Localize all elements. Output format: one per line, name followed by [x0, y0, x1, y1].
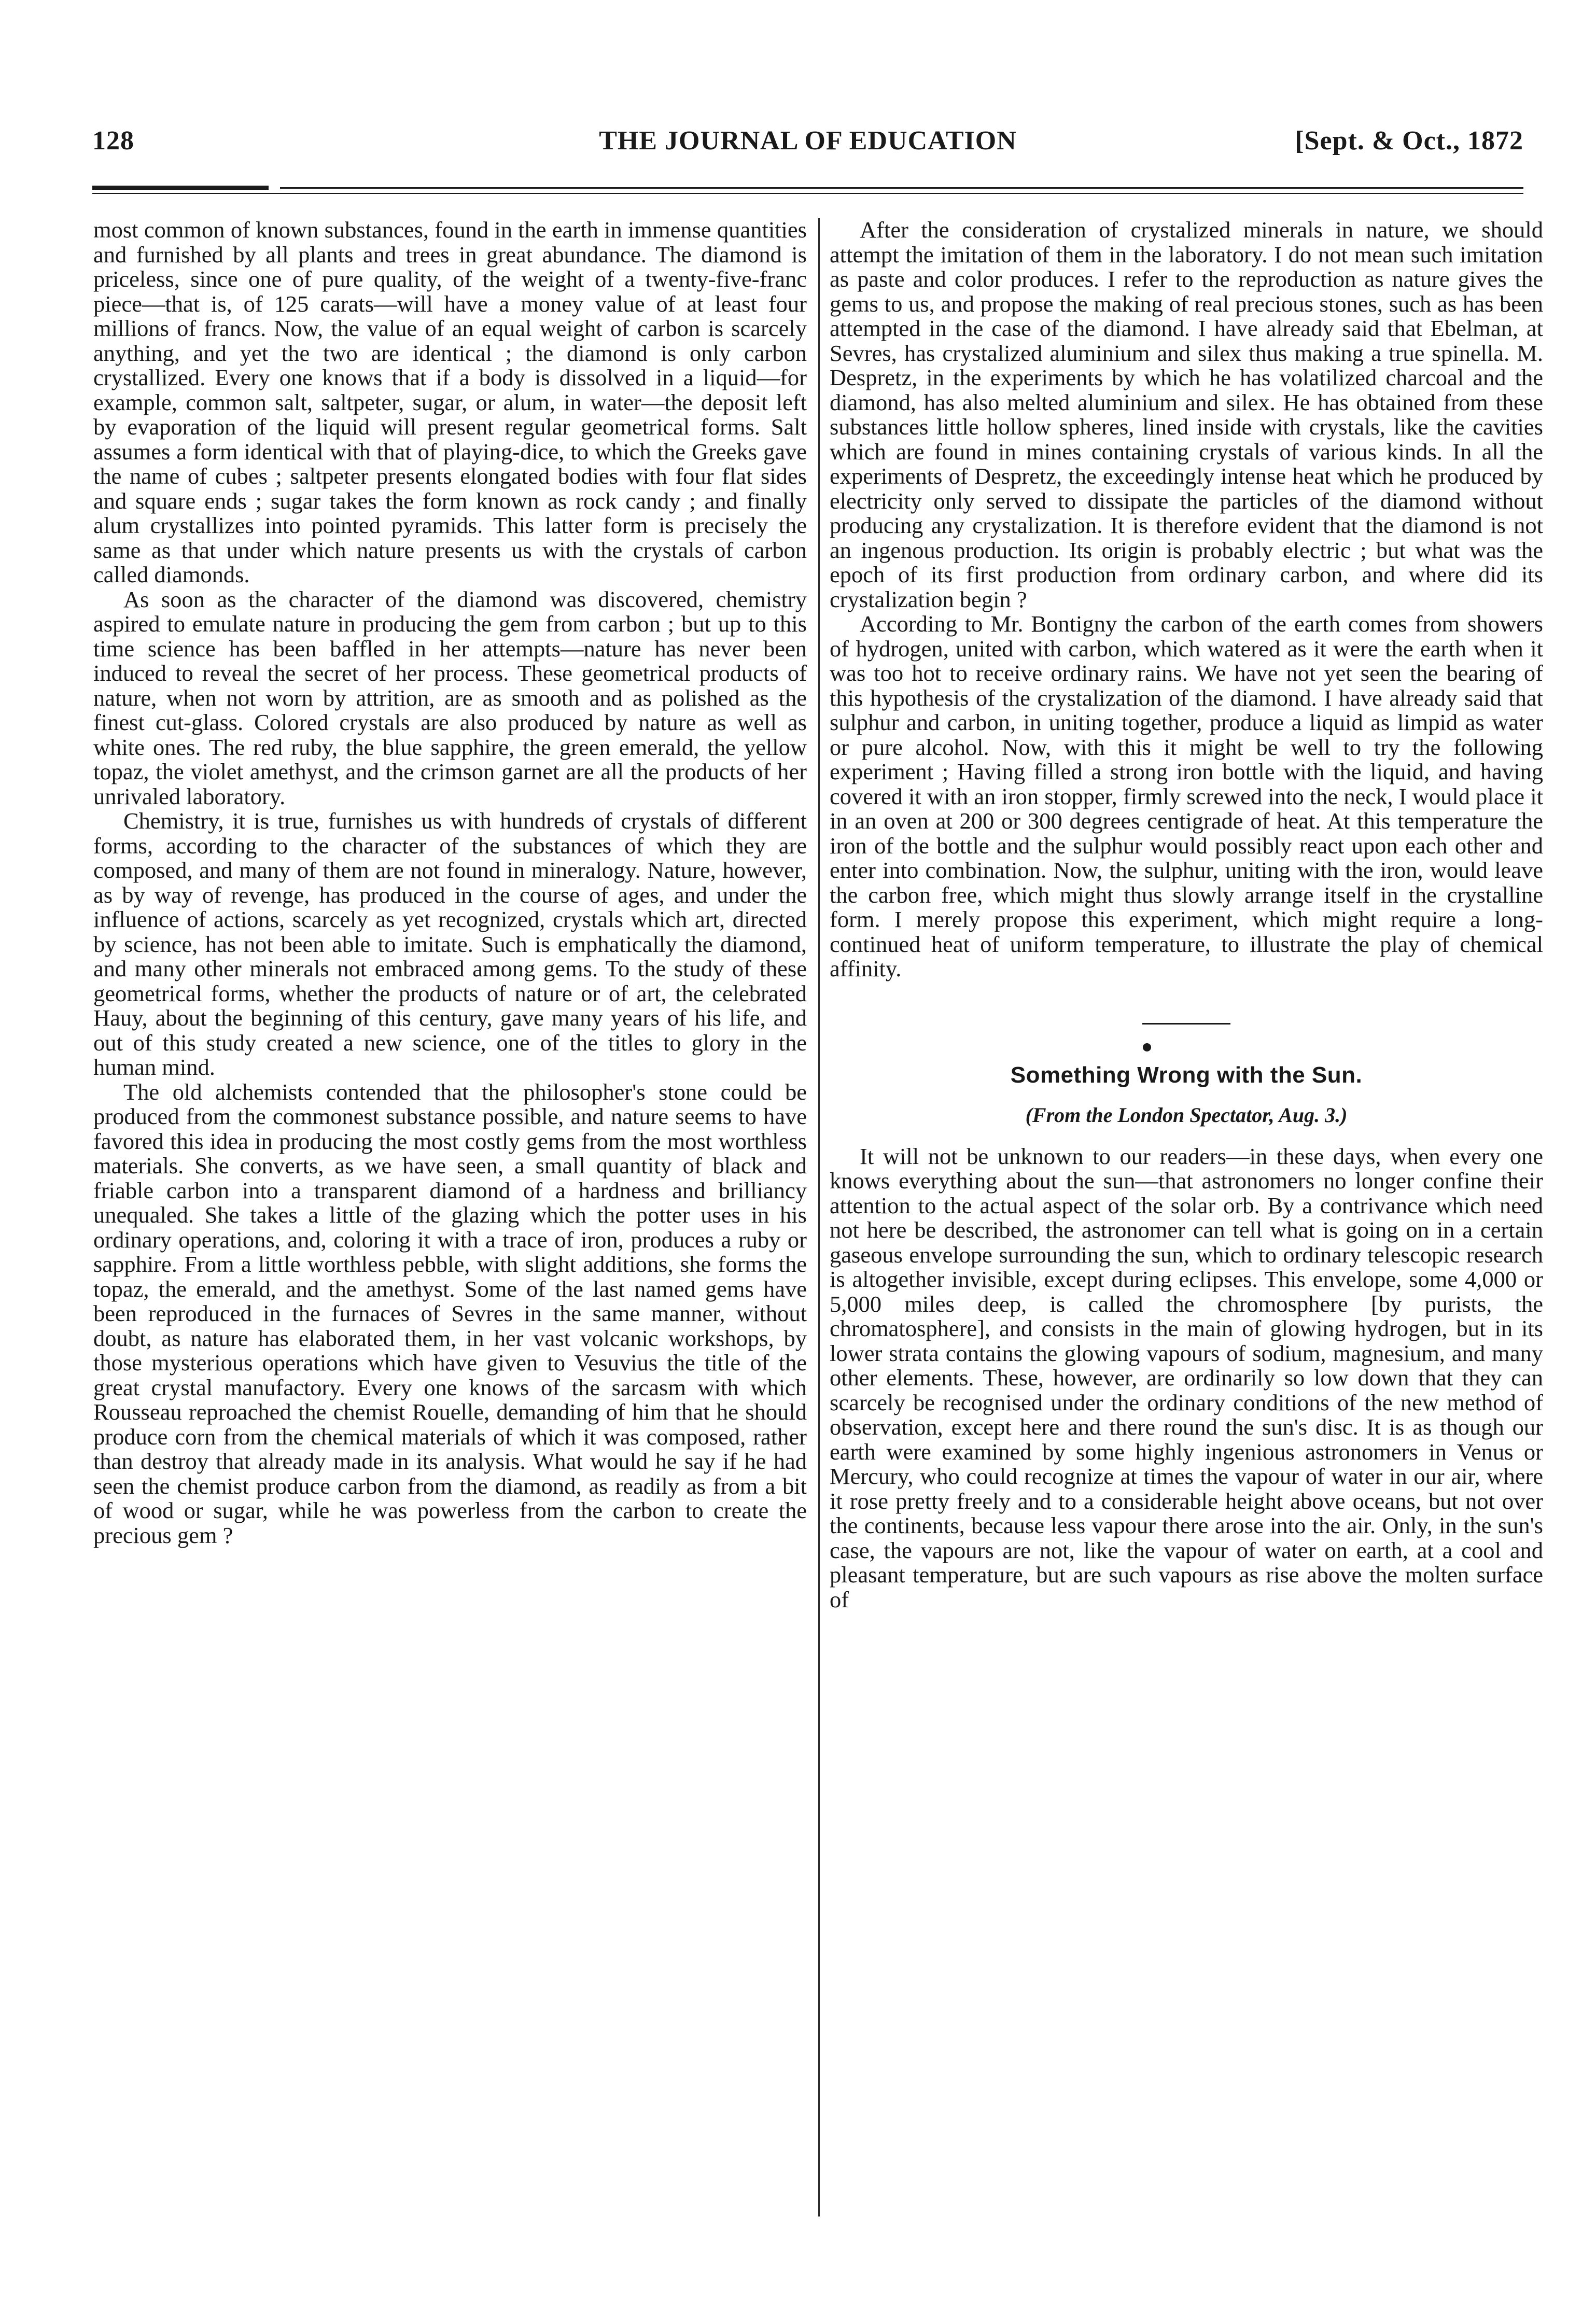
paragraph: It will not be unknown to our readers—in these days, when every one knows everything about the sun—that astronomers no longer confine their attention to the actual aspect of the solar orb. By a contrivance which need not here be described, the astronomer can tell what is going on in a certain gaseous envelope surrounding the sun, which to ordinary telescopic research is altogether invisible, except during eclipses. This envelope, some 4,000 or 5,000 miles deep, is called the chromosphere [by purists, the chromatosphere], and consists in the main of glowing hydrogen, but in its lower strata contains the glowing vapours of sodium, magnesium, and many other elements. These, however, are ordinarily so low down that they can scarcely be recognised under the ordinary conditions of the new method of observation, except here and there round the sun's disc. It is as though our earth were examined by some highly ingenious astronomers in Venus or Mercury, who could recognize at times the vapour of water in our air, where it rose pretty freely and to a considerable height above oceans, but not over the continents, because less vapour there arose into the air. Only, in the sun's case, the vapours are not, like the vapour of water on earth, at a cool and pleasant temperature, but are such vapours as rise above the molten surface of [830, 1143, 1543, 1612]
paragraph: The old alchemists contended that the philosopher's stone could be produced from the commonest substance possible, and nature seems to have favored this idea in producing the most costly gems from the most worthless materials. She converts, as we have seen, a small quantity of black and friable carbon into a transparent diamond of a hardness and brilliancy unequaled. She takes a little of the glazing which the potter uses in his ordinary operations, and, coloring it with a trace of iron, produces a ruby or sapphire. From a little worthless pebble, with slight additions, she forms the topaz, the emerald, and the amethyst. Some of the last named gems have been reproduced in the furnaces of Sevres in the same manner, without doubt, as nature has elaborated them, in her vast volcanic workshops, by those mysterious operations which have given to Vesuvius the title of the great crystal manufactory. Every one knows of the sarcasm with which Rousseau reproached the chemist Rouelle, demanding of him that he should produce corn from the chemical materials of which it was composed, rather than destroy that already made in its analysis. What would he say if he had seen the chemist produce carbon from the diamond, as readily as from a bit of wood or sugar, while he was powerless from the carbon to create the precious gem ? [93, 1078, 807, 1548]
article-source-prefix: (From the [1025, 1103, 1118, 1127]
paragraph: After the consideration of crystalized minerals in nature, we should attempt the imitation of them in the laboratory. I do not mean such imitation as paste and color produces. I refer to the reproduction as nature gives the gems to us, and propose the making of real precious stones, such as has been attempted in the case of the diamond. I have already said that Ebelman, at Sevres, has crystalized aluminium and silex thus making a true spinella. M. Despretz, in the experiments by which he has volatilized charcoal and the diamond, has also melted aluminium and silex. He has obtained from these substances little hollow spheres, lined inside with crystals, like the cavities which are found in mines containing crystals of various kinds. In all the experiments of Despretz, the exceedingly intense heat which he produced by electricity only served to dissipate the particles of the diamond without producing any crystalization. It is therefore evident that the diamond is not an ingenous production. Its origin is probably electric ; but what was the epoch of its first production from ordinary carbon, and where did its crystalization begin ? [830, 217, 1543, 612]
paragraph: According to Mr. Bontigny the carbon of the earth comes from showers of hydrogen, united with carbon, which watered as it were the earth when it was too hot to receive ordinary rains. We have not yet seen the bearing of this hypothesis of the crystalization of the diamond. I have already said that sulphur and carbon, in uniting together, produce a liquid as limpid as water or pure alcohol. Now, with this it might be well to try the following experiment ; Having filled a strong iron bottle with the liquid, and having covered it with an iron stopper, firmly screwed into the neck, I would place it in an oven at 200 or 300 degrees centigrade of heat. At this temperature the iron of the bottle and the sulphur would possibly react upon each other and enter into combination. Now, the sulphur, uniting with the iron, would leave the carbon free, which might thus slowly arrange itself in the crystalline form. I merely propose this experiment, which might require a long-continued heat of uniform temperature, to illustrate the play of chemical affinity. [830, 611, 1543, 981]
header-rule-lower [92, 193, 1523, 194]
page-number: 128 [92, 126, 134, 156]
column-divider [818, 218, 820, 2216]
header-rule-thick [92, 186, 269, 190]
journal-title: THE JOURNAL OF EDUCATION [599, 126, 1017, 156]
article-source-suffix: , Aug. 3.) [1269, 1103, 1348, 1127]
article-source-title: London Spectator [1117, 1103, 1269, 1127]
article-source [830, 1103, 1543, 1128]
paragraph: Chemistry, it is true, furnishes us with hundreds of crystals of different forms, according to the character of the substances of which they are composed, and many of them are not found in mineralogy. Nature, however, as by way of revenge, has produced in the course of ages, and under the influence of actions, scarcely as yet recognized, crystals which art, directed by science, has not been able to imitate. Such is emphatically the diamond, and many other minerals not embraced among gems. To the study of these geometrical forms, whether the products of nature or of art, the celebrated Hauy, about the beginning of this century, gave many years of his life, and out of this study created a new science, one of the titles to glory in the human mind. [93, 808, 807, 1080]
header-rule-thin [280, 187, 1523, 189]
issue-date: [Sept. & Oct., 1872 [1295, 126, 1523, 156]
running-head [92, 120, 1523, 162]
right-column [830, 218, 1543, 1612]
left-column [93, 218, 807, 1548]
paragraph: As soon as the character of the diamond was discovered, chemistry aspired to emulate nature in producing the gem from carbon ; but up to this time science has been baffled in her attempts—nature has never been induced to reveal the secret of her process. These geometrical products of nature, when not worn by attrition, are as smooth and as polished as the finest cut-glass. Colored crystals are also produced by nature as well as white ones. The red ruby, the blue sapphire, the green emerald, the yellow topaz, the violet amethyst, and the crimson garnet are all the products of her unrivaled laboratory. [93, 586, 807, 809]
paragraph: most common of known substances, found in the earth in immense quantities and furnished by all plants and trees in great abundance. The diamond is priceless, since one of pure quality, of the weight of a twenty-five-franc piece—that is, of 125 carats—will have a money value of at least four millions of francs. Now, the value of an equal weight of carbon is scarcely anything, and yet the two are identical ; the diamond is only carbon crystallized. Every one knows that if a body is dissolved in a liquid—for example, common salt, saltpeter, sugar, or alum, in water—the deposit left by evaporation of the liquid will present regular geometrical forms. Salt assumes a form identical with that of playing-dice, to which the Greeks gave the name of cubes ; saltpeter presents elongated bodies with four flat sides and square ends ; sugar takes the form known as rock candy ; and finally alum crystallizes into pointed pyramids. This latter form is precisely the same as that under which nature presents us with the crystals of carbon called diamonds. [93, 217, 807, 587]
article-heading: Something Wrong with the Sun. [1010, 1062, 1363, 1088]
bullet-ornament [1143, 1043, 1151, 1051]
section-divider-rule [1142, 1023, 1230, 1025]
